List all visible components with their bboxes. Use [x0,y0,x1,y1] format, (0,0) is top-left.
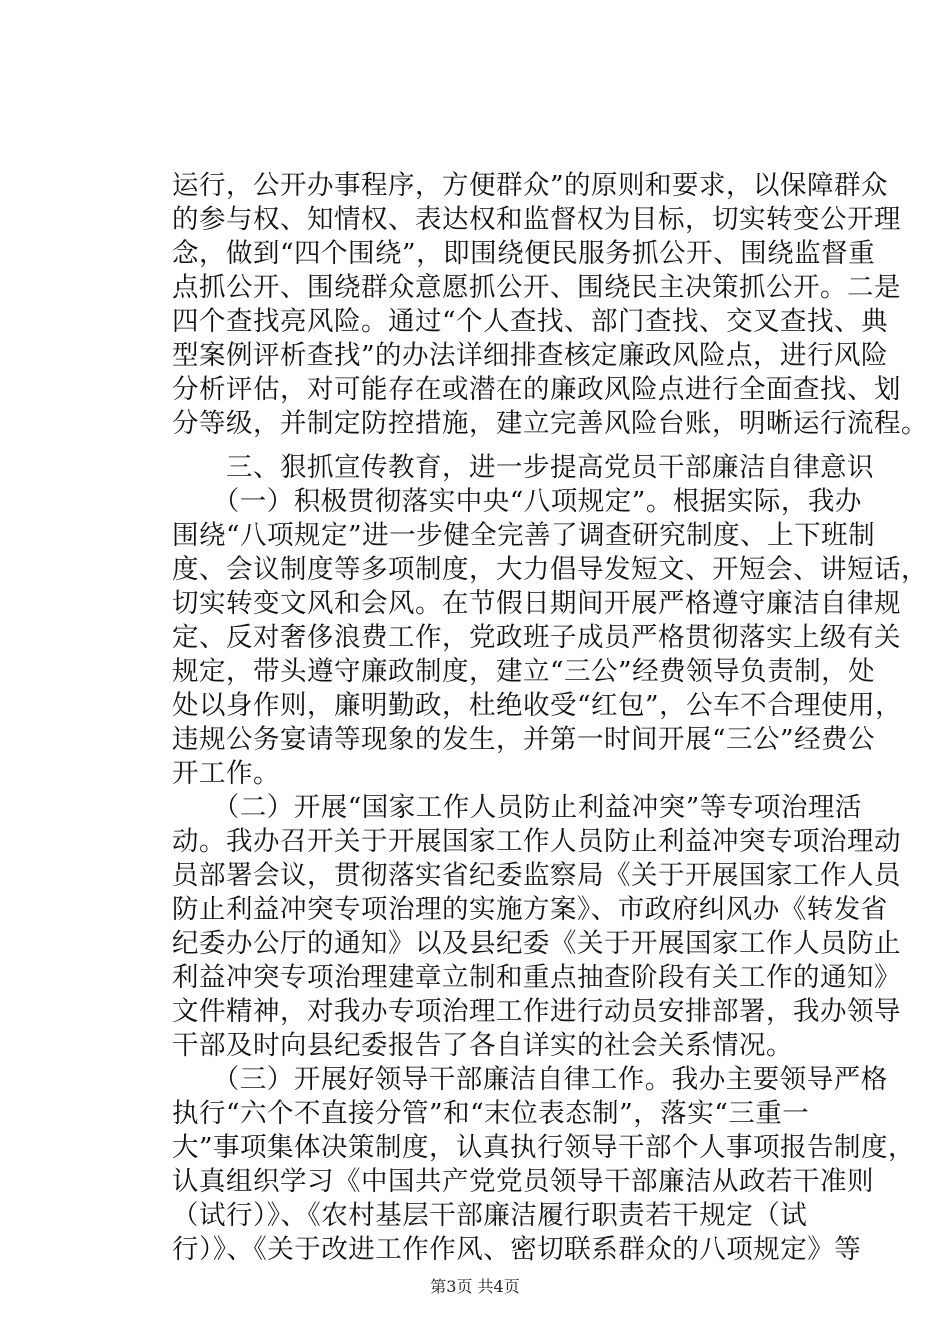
text-line: 干部及时向县纪委报告了各自详实的社会关系情况。 [172,1030,793,1061]
text-line: 度、会议制度等多项制度，大力倡导发短文、开短会、讲短话， [172,554,928,585]
text-line: （试行）》、《农村基层干部廉洁履行职责若干规定（试 [172,1200,808,1231]
text-line: （一）积极贯彻落实中央“八项规定”。根据实际，我办 [172,486,862,517]
text-line: 分等级，并制定防控措施，建立完善风险台账，明晰运行流程。 [172,408,928,439]
text-line: 型案例评析查找”的办法详细排查核定廉政风险点，进行风险 [172,340,889,371]
text-line: 防止利益冲突专项治理的实施方案》、市政府纠风办《转发省 [172,894,888,925]
text-line: 分析评估，对可能存在或潜在的廉政风险点进行全面查找、划 [172,374,901,405]
text-line: 规定，带头遵守廉政制度，建立“三公”经费领导负责制，处 [172,656,876,687]
text-line: 处以身作则，廉明勤政，杜绝收受“红包”，公车不合理使用， [172,690,903,721]
text-line: 定、反对奢侈浪费工作，党政班子成员严格贯彻落实上级有关 [172,622,901,653]
section-heading: 三、狠抓宣传教育，进一步提高党员干部廉洁自律意识 [172,452,874,483]
text-line: 大”事项集体决策制度，认真执行领导干部个人事项报告制度， [172,1132,916,1163]
text-line: 认真组织学习《中国共产党党员领导干部廉洁从政若干准则 [172,1166,874,1197]
text-line: 动。我办召开关于开展国家工作人员防止利益冲突专项治理动 [172,826,901,857]
page-number: 第3页 共4页 [430,1277,520,1296]
text-line: （二）开展“国家工作人员防止利益冲突”等专项治理活 [172,792,862,823]
text-line: 利益冲突专项治理建章立制和重点抽查阶段有关工作的通知》 [172,962,901,993]
text-line: 违规公务宴请等现象的发生，并第一时间开展“三公”经费公 [172,724,876,755]
text-line: 的参与权、知情权、表达权和监督权为目标，切实转变公开理 [172,204,901,235]
text-line: 文件精神，对我办专项治理工作进行动员安排部署，我办领导 [172,996,901,1027]
text-line: 四个查找亮风险。通过“个人查找、部门查找、交叉查找、典 [172,306,889,337]
text-line: 纪委办公厅的通知》以及县纪委《关于开展国家工作人员防止 [172,928,901,959]
text-line: 执行“六个不直接分管”和“末位表态制”，落实“三重一 [172,1098,810,1129]
text-line: 切实转变文风和会风。在节假日期间开展严格遵守廉洁自律规 [172,588,901,619]
text-line: 开工作。 [172,758,280,789]
text-line: 围绕“八项规定”进一步健全完善了调查研究制度、上下班制 [172,520,876,551]
text-line: 点抓公开、围绕群众意愿抓公开、围绕民主决策抓公开。二是 [172,272,901,303]
text-line: （三）开展好领导干部廉洁自律工作。我办主要领导严格 [172,1064,888,1095]
text-line: 行）》、《关于改进工作作风、密切联系群众的八项规定》等 [172,1234,862,1265]
text-line: 念，做到“四个围绕”，即围绕便民服务抓公开、围绕监督重 [172,238,876,269]
text-line: 员部署会议，贯彻落实省纪委监察局《关于开展国家工作人员 [172,860,901,891]
text-line: 运行，公开办事程序，方便群众”的原则和要求，以保障群众 [172,170,889,201]
